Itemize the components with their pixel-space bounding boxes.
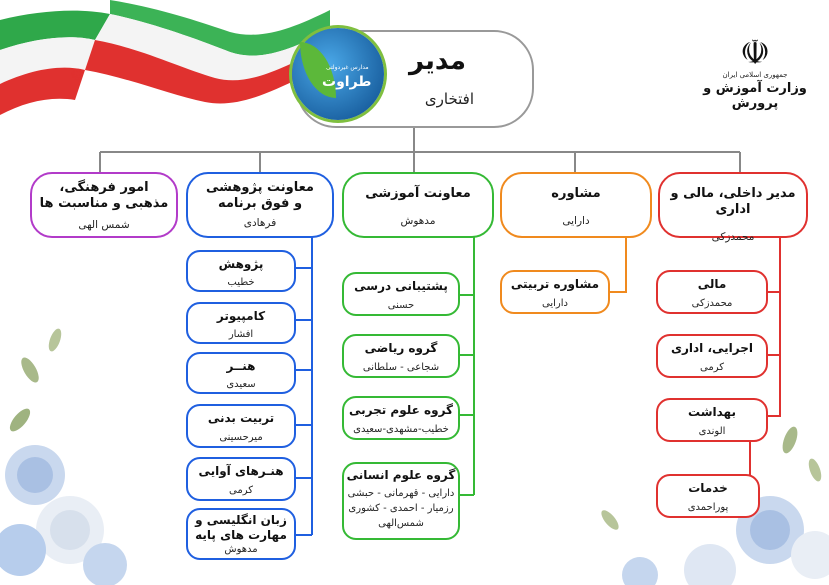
unit-education-2 — [342, 396, 460, 440]
unit-education-1 — [342, 334, 460, 378]
unit-name: حسنی — [387, 300, 415, 311]
dept-culture-card — [30, 172, 178, 238]
unit-name: خطیب-مشهدی-سعیدی — [353, 424, 449, 435]
dept-culture-title: امور فرهنگی، مذهبی و مناسبت ها — [39, 180, 169, 211]
unit-name: پوراحمدی — [687, 502, 729, 513]
unit-name: افشار — [228, 329, 254, 340]
unit-admin-3 — [656, 474, 760, 518]
svg-text:☫: ☫ — [70, 65, 85, 84]
unit-title: گروه علوم انسانی — [346, 468, 456, 482]
unit-name: دارایی - قهرمانی - حبشی رزمیار - احمدی - کشوری شمس‌الهی — [347, 488, 455, 529]
unit-title: زبان انگلیسی و مهارت های پایه — [195, 513, 287, 542]
unit-admin-0 — [656, 270, 768, 314]
unit-admin-1 — [656, 334, 768, 378]
unit-research-0 — [186, 250, 296, 292]
unit-research-2 — [186, 352, 296, 394]
unit-name: محمدزکی — [691, 298, 733, 309]
dept-education-card — [342, 172, 494, 238]
unit-title: تربیت بدنی — [207, 411, 275, 425]
dept-research-card — [186, 172, 334, 238]
root-name: افتخاری — [424, 90, 474, 108]
unit-name: کرمی — [700, 362, 724, 373]
unit-title: مشاوره تربیتی — [510, 277, 600, 291]
unit-counseling-0 — [500, 270, 610, 314]
dept-counseling-title: مشاوره — [551, 186, 601, 201]
unit-admin-2 — [656, 398, 768, 442]
dept-admin-name: محمدزکی — [711, 231, 755, 243]
republic-name: جمهوری اسلامی ایران — [722, 71, 788, 79]
unit-name: الوندی — [698, 426, 726, 437]
unit-name: سعیدی — [226, 379, 256, 390]
dept-education-title: معاونت آموزشی — [365, 186, 471, 201]
school-logo — [292, 28, 384, 120]
unit-name: شجاعی - سلطانی — [362, 362, 440, 373]
root-card — [296, 30, 534, 128]
ministry-name: وزارت آموزش و پرورش — [703, 81, 807, 111]
unit-education-0 — [342, 272, 460, 316]
dept-culture-name: شمس الهی — [78, 219, 130, 231]
unit-research-4 — [186, 457, 296, 501]
school-logo-text: طراوت — [322, 74, 372, 90]
unit-title: بهداشت — [688, 405, 736, 419]
unit-title: کامپیوتر — [216, 309, 266, 323]
emblem-icon: ☫ — [739, 33, 771, 73]
dept-research-name: فرهادی — [243, 217, 277, 229]
unit-title: هنــر — [226, 359, 256, 373]
unit-name: کرمی — [229, 485, 253, 496]
unit-research-1 — [186, 302, 296, 344]
dept-research-title: معاونت پژوهشی و فوق برنامه — [206, 180, 314, 211]
unit-title: اجرایی، اداری — [670, 341, 753, 355]
unit-title: گروه علوم تجربی — [348, 403, 454, 417]
unit-title: هنـرهای آوایی — [198, 464, 284, 478]
unit-name: دارایی — [542, 298, 568, 309]
root-title: مدیر — [408, 46, 466, 76]
unit-title: گروه ریاضی — [364, 341, 438, 355]
unit-name: مدهوش — [224, 544, 258, 555]
dept-admin-card — [658, 172, 808, 243]
dept-education-name: مدهوش — [400, 215, 436, 227]
unit-title: پژوهش — [218, 257, 264, 271]
unit-research-3 — [186, 404, 296, 448]
unit-title: مالی — [697, 277, 727, 291]
dept-admin-title: مدیر داخلی، مالی و اداری — [670, 186, 796, 217]
dept-counseling-name: دارایی — [562, 215, 590, 227]
unit-name: میرحسینی — [219, 432, 263, 443]
dept-counseling-card — [500, 172, 652, 238]
unit-title: خدمات — [688, 481, 728, 495]
unit-title: پشتیبانی درسی — [354, 279, 448, 293]
unit-education-3 — [342, 462, 460, 540]
school-logo-subtext: مدارس غیردولتی — [326, 64, 369, 71]
unit-name: خطیب — [227, 277, 255, 288]
unit-research-5 — [186, 508, 296, 560]
